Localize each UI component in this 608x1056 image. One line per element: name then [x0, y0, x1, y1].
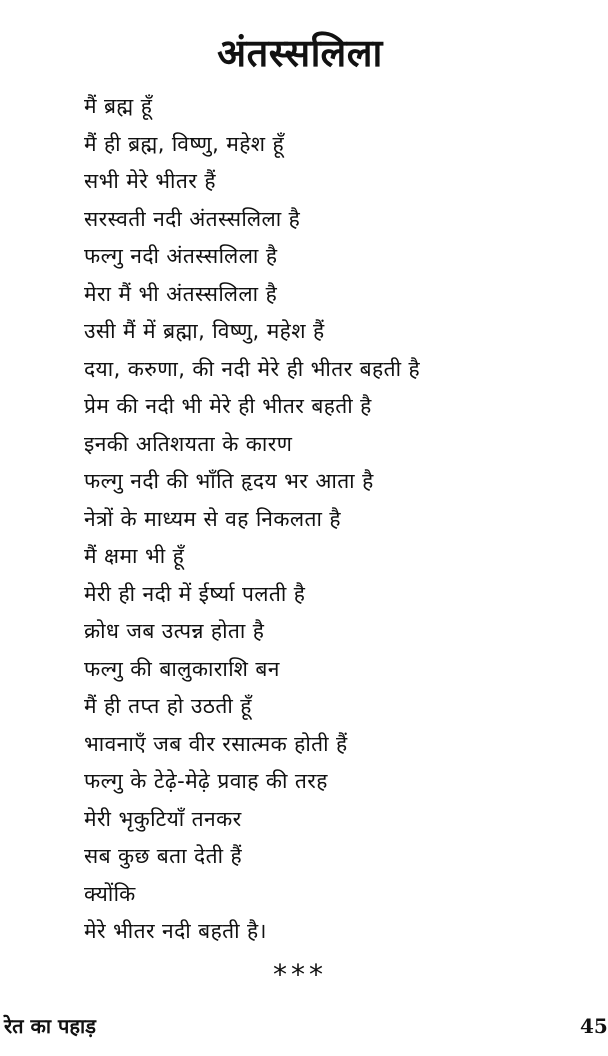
- poem-line: प्रेम की नदी भी मेरे ही भीतर बहती है: [84, 394, 372, 418]
- poem-body: [84, 88, 594, 951]
- poem-line: मेरा मैं भी अंतस्सलिला है: [84, 281, 278, 306]
- poem-line: मैं ब्रह्म हूँ: [84, 94, 153, 118]
- poem-line: फल्गु नदी अंतस्सलिला है: [84, 244, 278, 268]
- poem-line: मेरी ही नदी में ईर्ष्या पलती है: [84, 581, 306, 606]
- poem-line: सरस्वती नदी अंतस्सलिला है: [84, 206, 301, 231]
- poem-line: क्रोध जब उत्पन्न होता है: [84, 619, 265, 643]
- poem-line: नेत्रों के माध्यम से वह निकलता है: [84, 506, 341, 531]
- poem-end-mark: ***: [273, 958, 327, 991]
- poem-line: मेरे भीतर नदी बहती है।: [84, 919, 267, 943]
- poem-line: फल्गु के टेढ़े-मेढ़े प्रवाह की तरह: [84, 769, 328, 793]
- poem-line: क्योंकि: [84, 881, 136, 906]
- page-number: 45: [580, 1014, 608, 1038]
- poem-line: मेरी भृकुटियाँ तनकर: [84, 806, 242, 831]
- poem-line: इनकी अतिशयता के कारण: [84, 431, 293, 456]
- poem-line: फल्गु नदी की भाँति हृदय भर आता है: [84, 469, 374, 493]
- poem-line: उसी मैं में ब्रह्मा, विष्णु, महेश हैं: [84, 319, 325, 343]
- footer-book-title: रेत का पहाड़: [4, 1014, 96, 1038]
- poem-line: सभी मेरे भीतर हैं: [84, 169, 216, 193]
- poem-line: फल्गु की बालुकाराशि बन: [84, 656, 280, 681]
- poem-line: सब कुछ बता देती हैं: [84, 844, 243, 868]
- poem-line: दया, करुणा, की नदी मेरे ही भीतर बहती है: [84, 356, 421, 381]
- poem-line: मैं क्षमा भी हूँ: [84, 544, 185, 568]
- poem-line: मैं ही ब्रह्म, विष्णु, महेश हूँ: [84, 131, 285, 156]
- poem-title: अंतस्सलिला: [217, 30, 383, 76]
- poem-line: भावनाएँ जब वीर रसात्मक होती हैं: [84, 731, 348, 756]
- poem-line: मैं ही तप्त हो उठती हूँ: [84, 694, 252, 718]
